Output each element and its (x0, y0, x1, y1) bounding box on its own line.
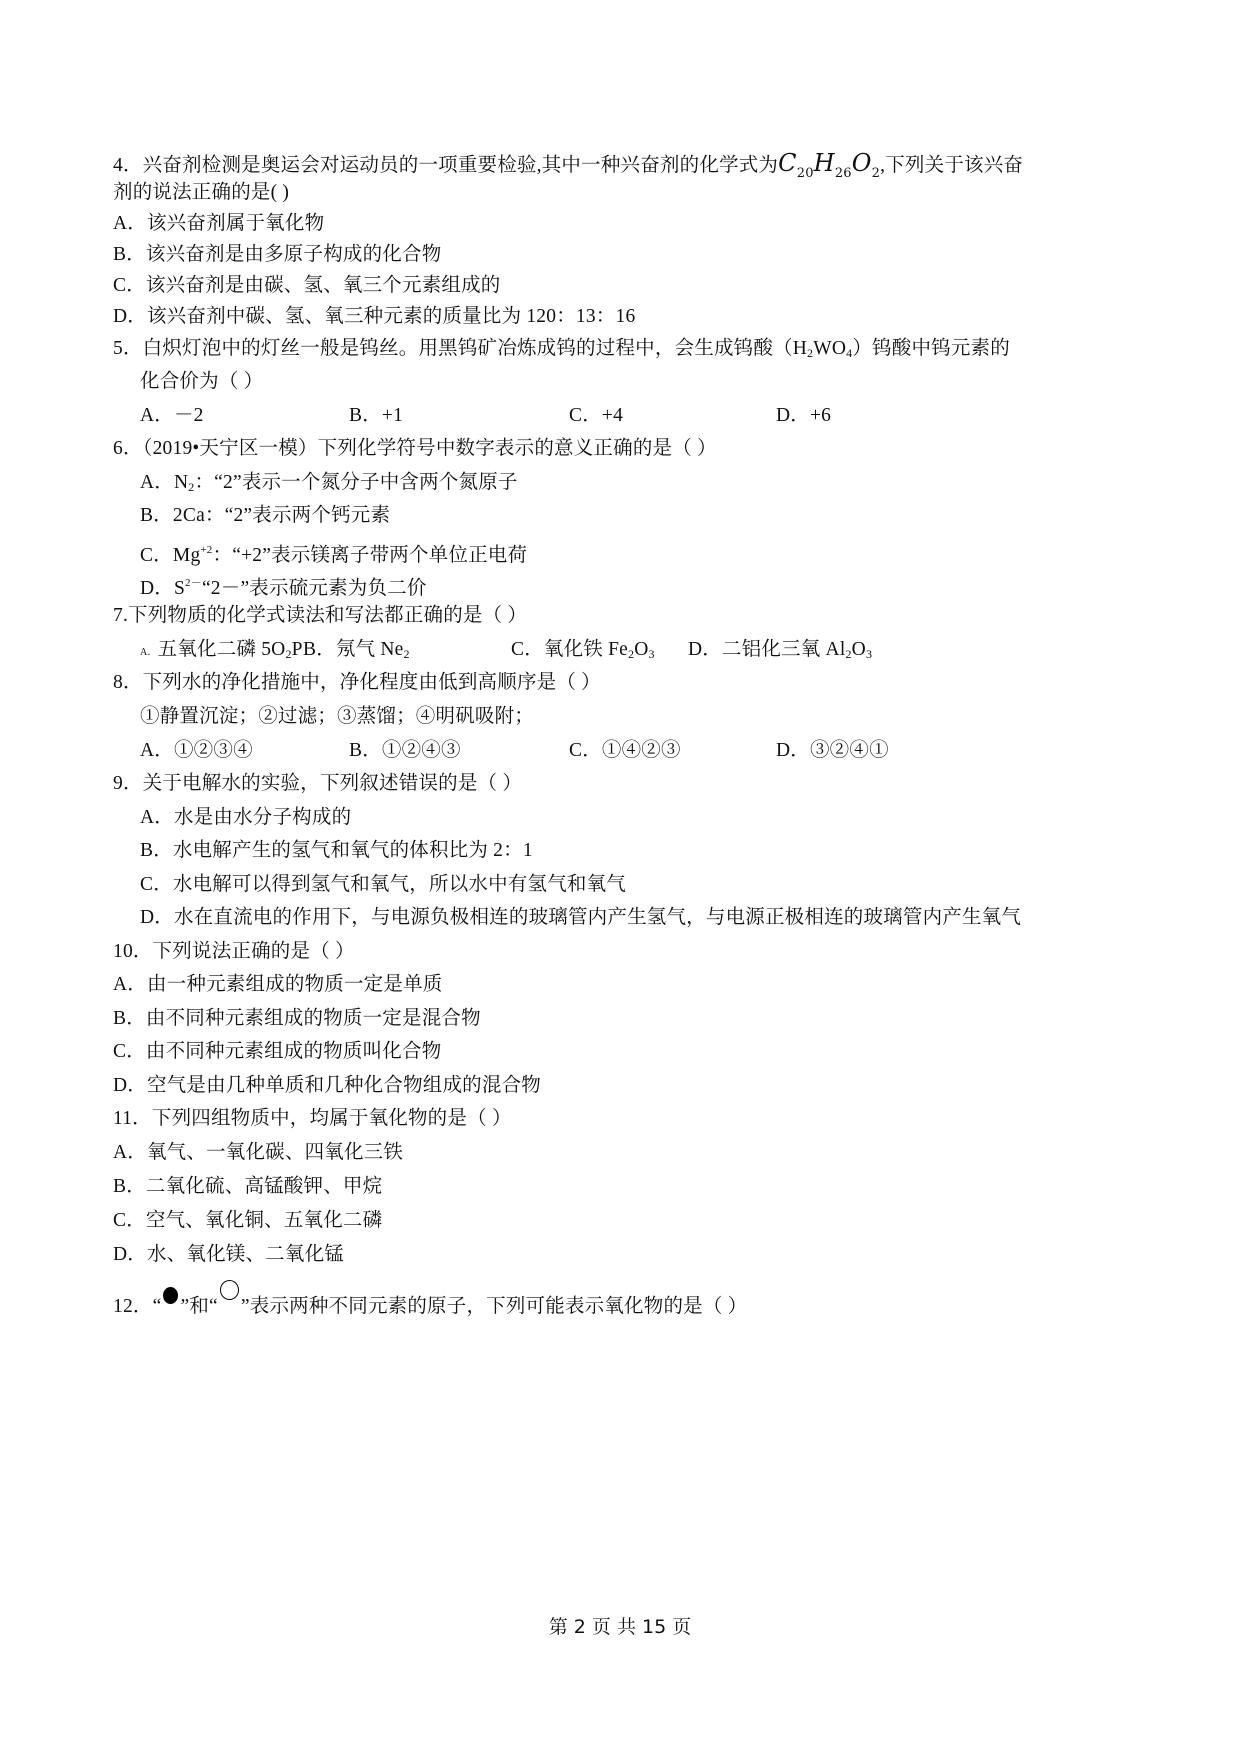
q6-option-a: A．$N_2$：“2”表示一个氮分子中含两个氮原子 (140, 472, 518, 494)
q12-stem: 12．“ ”和“ ”表示两种不同元素的原子，下列可能表示氧化物的是（ ） (113, 1280, 747, 1310)
q9-option-d: D．水在直流电的作用下，与电源负极相连的玻璃管内产生氢气，与电源正极相连的玻璃管内产生氧气 (140, 907, 1022, 928)
q4-option-d: D．该兴奋剂中碳、氢、氧三种元素的质量比为 120：13：16 (113, 306, 636, 327)
q8-stem: 8．下列水的净化措施中，净化程度由低到高顺序是（ ） (113, 672, 601, 693)
q6-stem: 6．（2019•天宁区一模）下列化学符号中数字表示的意义正确的是（ ） (113, 438, 717, 459)
q9-option-c: C．水电解可以得到氢气和氧气，所以水中有氢气和氧气 (140, 874, 627, 895)
q6-option-d: D．$S^{2-}“2-$”表示硫元素为负二价 (140, 577, 427, 599)
q4-formula: $C_{20}H_{26}O_2$ (778, 149, 881, 181)
q5-option-c: C．+4 (569, 405, 624, 426)
q11-option-c: C．空气、氧化铜、五氧化二磷 (113, 1210, 383, 1231)
q11-option-d: D．水、氧化镁、二氧化锰 (113, 1244, 344, 1265)
q8-option-b: B．①②④③ (349, 740, 461, 761)
q5-stem-line1: 5．白炽灯泡中的灯丝一般是钨丝。用黑钨矿冶炼成钨的过程中，会生成钨酸$(H_2WO_4)$钨酸中钨元素的 (113, 338, 1010, 360)
q7-option-d: D．二铝化三氧 $Al_2O_3$ (688, 639, 873, 661)
q8-option-d: D．③②④① (776, 740, 889, 761)
q4-option-c: C．该兴奋剂是由碳、氢、氧三个元素组成的 (113, 275, 501, 296)
empty-atom-icon (220, 1280, 239, 1300)
filled-atom-icon (163, 1287, 178, 1304)
q10-stem: 10．下列说法正确的是（ ） (113, 941, 355, 962)
q8-option-a: A．①②③④ (140, 740, 253, 761)
q10-option-d: D．空气是由几种单质和几种化合物组成的混合物 (113, 1075, 541, 1096)
q4-stem-line1 (113, 148, 1024, 181)
q11-option-a: A．氧气、一氧化碳、四氧化三铁 (113, 1142, 404, 1163)
q8-measures: ①静置沉淀；②过滤；③蒸馏；④明矾吸附； (140, 706, 535, 727)
q10-option-b: B．由不同种元素组成的物质一定是混合物 (113, 1008, 481, 1029)
q5-option-b: B．+1 (349, 405, 404, 426)
q11-option-b: B．二氧化硫、高锰酸钾、甲烷 (113, 1176, 383, 1197)
q4-option-a: A．该兴奋剂属于氧化物 (113, 213, 325, 234)
q5-option-a: A．－2 (140, 405, 204, 426)
q6-option-c: C．$Mg^{+2}$：“+2”表示镁离子带两个单位正电荷 (140, 544, 528, 566)
q7-option-b: B．氖气 $Ne_2$ (303, 639, 410, 661)
q6-option-b: B．2Ca：“2”表示两个钙元素 (140, 505, 391, 526)
page-number: 第 2 页 共 15 页 (548, 1616, 692, 1638)
q8-option-c: C．①④②③ (569, 740, 681, 761)
q11-stem: 11．下列四组物质中，均属于氧化物的是（ ） (113, 1108, 512, 1129)
q10-option-a: A．由一种元素组成的物质一定是单质 (113, 974, 443, 995)
q4-stem-line2: 剂的说法正确的是( ) (113, 182, 290, 203)
q7-option-a: A．五氧化二磷 $5O_2P$ (140, 639, 303, 661)
q10-option-c: C．由不同种元素组成的物质叫化合物 (113, 1041, 442, 1062)
q9-option-b: B．水电解产生的氢气和氧气的体积比为 2：1 (140, 840, 533, 861)
q9-stem: 9．关于电解水的实验，下列叙述错误的是（ ） (113, 773, 523, 794)
q4-stem-text: 4．兴奋剂检测是奥运会对运动员的一项重要检验,其中一种兴奋剂的化学式为 (113, 155, 779, 176)
q5-option-d: D．+6 (776, 405, 832, 426)
q9-option-a: A．水是由水分子构成的 (140, 807, 352, 828)
q4-option-b: B．该兴奋剂是由多原子构成的化合物 (113, 244, 442, 265)
q4-stem-text-end: ,下列关于该兴奋 (880, 155, 1024, 176)
q7-option-c: C．氧化铁 $Fe_2O_3$ (511, 639, 655, 661)
q7-stem: 7.下列物质的化学式读法和写法都正确的是（ ） (113, 605, 528, 626)
q5-stem-line2: 化合价为（ ） (140, 371, 264, 392)
